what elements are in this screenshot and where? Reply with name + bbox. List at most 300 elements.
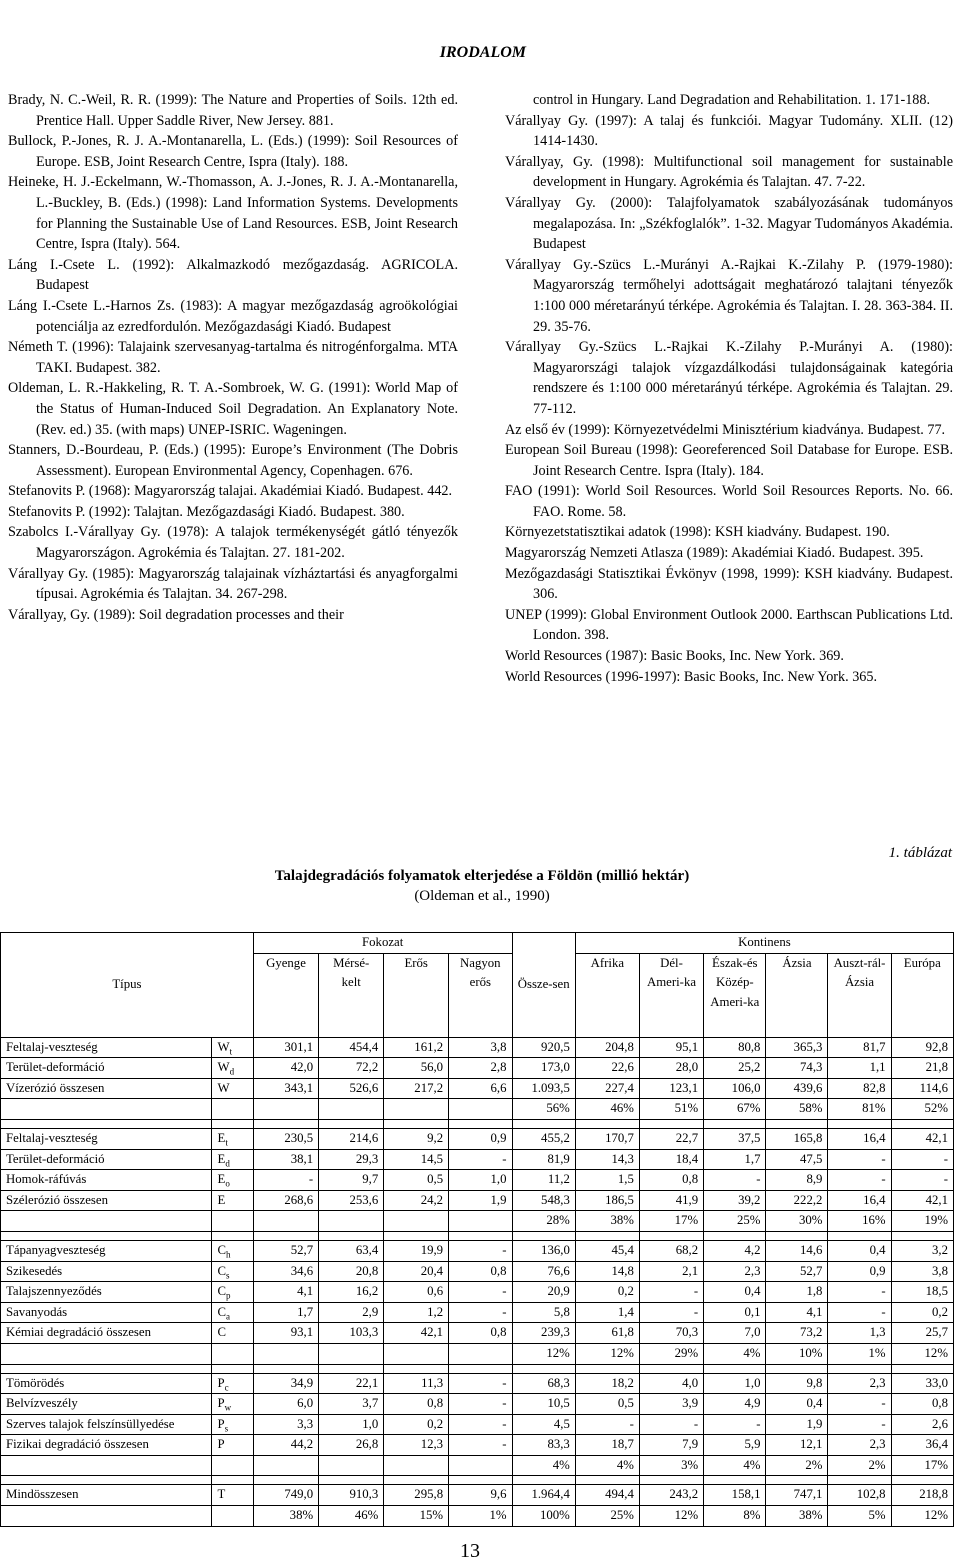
table-cell: 38%	[766, 1506, 828, 1527]
table-cell: 25,2	[704, 1058, 766, 1079]
header-afrika: Afrika	[575, 953, 639, 1037]
spacer-cell	[891, 1119, 953, 1128]
table-cell: 83,3	[512, 1435, 575, 1456]
table-cell: 0,2	[575, 1282, 639, 1303]
table-cell: 2,8	[449, 1058, 512, 1079]
table-row	[1, 1240, 954, 1261]
table-cell: 11,3	[384, 1373, 449, 1394]
table-row	[1, 1149, 954, 1170]
row-label: Szélerózió összesen	[1, 1190, 212, 1211]
header-mersekelt: Mérsé-kelt	[319, 953, 384, 1037]
table-cell: 17%	[639, 1211, 703, 1232]
spacer-cell	[704, 1231, 766, 1240]
symbol-letter: E	[217, 1151, 226, 1166]
table-row	[1, 1078, 954, 1099]
row-label	[1, 1099, 212, 1120]
table-row	[1, 1506, 954, 1527]
table-cell: 12%	[512, 1343, 575, 1364]
table-cell: 1,0	[704, 1373, 766, 1394]
table-cell: -	[704, 1170, 766, 1191]
table-cell: -	[449, 1435, 512, 1456]
table-cell: 45,4	[575, 1240, 639, 1261]
reference-text: Szabolcs I.-Várallyay Gy. (1978): A talajok termékenységét gátló tényezők Magyarországon. Agrokémia és Talajtan. 27. 181-202.	[8, 524, 458, 562]
table-cell	[449, 1455, 512, 1476]
row-label: Tömörödés	[1, 1373, 212, 1394]
group-spacer-row	[1, 1231, 954, 1240]
row-label: Vízerózió összesen	[1, 1078, 212, 1099]
table-cell: 3,8	[449, 1037, 512, 1058]
table-cell: 4,0	[639, 1373, 703, 1394]
table-cell: 29,3	[319, 1149, 384, 1170]
table-cell: 0,4	[704, 1282, 766, 1303]
table-cell: 102,8	[828, 1485, 891, 1506]
table-cell: 749,0	[253, 1485, 318, 1506]
table-row	[1, 1394, 954, 1415]
row-symbol	[212, 1373, 253, 1394]
table-cell: 253,6	[319, 1190, 384, 1211]
table-cell: 42,1	[891, 1128, 953, 1149]
table-cell: 2,9	[319, 1302, 384, 1323]
row-symbol	[212, 1343, 253, 1364]
table-cell: 81%	[828, 1099, 891, 1120]
table-cell: 0,9	[449, 1128, 512, 1149]
table-cell: 22,6	[575, 1058, 639, 1079]
table-row	[1, 1343, 954, 1364]
table-row	[1, 1211, 954, 1232]
reference-item	[8, 337, 458, 378]
table-cell: 0,2	[891, 1302, 953, 1323]
table-cell: 95,1	[639, 1037, 703, 1058]
table-cell: 14,6	[766, 1240, 828, 1261]
reference-text: Stefanovits P. (1992): Talajtan. Mezőgazdasági Kiadó. Budapest. 380.	[8, 503, 405, 520]
table-cell: 3,8	[891, 1261, 953, 1282]
table-cell: 1,7	[253, 1302, 318, 1323]
table-cell: 1,1	[828, 1058, 891, 1079]
row-symbol	[212, 1170, 253, 1191]
table-cell: 0,2	[384, 1414, 449, 1435]
table-cell: 7,0	[704, 1323, 766, 1344]
row-label: Szikesedés	[1, 1261, 212, 1282]
table-cell: 18,5	[891, 1282, 953, 1303]
table-cell: 217,2	[384, 1078, 449, 1099]
table-cell: 17%	[891, 1455, 953, 1476]
spacer-cell	[319, 1476, 384, 1485]
table-cell: 0,5	[384, 1170, 449, 1191]
symbol-letter: P	[217, 1396, 225, 1411]
table-cell: 16,2	[319, 1282, 384, 1303]
table-cell	[384, 1455, 449, 1476]
table-cell: 47,5	[766, 1149, 828, 1170]
table-cell: 38%	[575, 1211, 639, 1232]
table-cell: 173,0	[512, 1058, 575, 1079]
table-cell: 0,8	[449, 1261, 512, 1282]
table-cell: 3,9	[639, 1394, 703, 1415]
reference-item	[8, 131, 458, 172]
table-cell: 36,4	[891, 1435, 953, 1456]
reference-text: Várallyay Gy. (2000): Talajfolyamatok szabályozásának tudományos megalapozása. In: „Székfoglalók”. 1-32. Magyar Tudományos Akadémia. Budapest	[505, 194, 953, 253]
table-cell: 34,9	[253, 1373, 318, 1394]
row-label	[1, 1455, 212, 1476]
table-cell: 454,4	[319, 1037, 384, 1058]
reference-text: Az első év (1999): Környezetvédelmi Minisztérium kiadványa. Budapest. 77.	[505, 421, 946, 438]
table-row	[1, 1099, 954, 1120]
spacer-cell	[253, 1231, 318, 1240]
table-cell: 230,5	[253, 1128, 318, 1149]
table-cell: 4,5	[512, 1414, 575, 1435]
section-title: IRODALOM	[439, 44, 526, 61]
table-cell: 106,0	[704, 1078, 766, 1099]
table-cell: 1,8	[766, 1282, 828, 1303]
table-cell: 2,3	[704, 1261, 766, 1282]
reference-item	[8, 296, 458, 337]
table-cell: 4%	[704, 1343, 766, 1364]
reference-item	[505, 111, 953, 152]
row-symbol	[212, 1323, 253, 1344]
table-cell: 11,2	[512, 1170, 575, 1191]
table-cell: 6,6	[449, 1078, 512, 1099]
table-cell: 161,2	[384, 1037, 449, 1058]
table-cell: 494,4	[575, 1485, 639, 1506]
row-symbol	[212, 1058, 253, 1079]
row-symbol	[212, 1485, 253, 1506]
reference-text: World Resources (1987): Basic Books, Inc. New York. 369.	[505, 648, 844, 665]
row-symbol	[212, 1394, 253, 1415]
header-gyenge: Gyenge	[253, 953, 318, 1037]
table-cell: 68,3	[512, 1373, 575, 1394]
table-cell: 12%	[575, 1343, 639, 1364]
group-spacer-row	[1, 1364, 954, 1373]
row-symbol	[212, 1414, 253, 1435]
reference-text: control in Hungary. Land Degradation and Rehabilitation. 1. 171-188.	[533, 92, 931, 108]
spacer-cell	[891, 1231, 953, 1240]
reference-text: Stanners, D.-Bourdeau, P. (Eds.) (1995): Europe’s Environment (The Dobris Assessment). European Environmental Agency, Copenhagen. 676.	[8, 442, 458, 479]
table-row	[1, 1302, 954, 1323]
spacer-cell	[512, 1231, 575, 1240]
row-symbol	[212, 1261, 253, 1282]
table-cell: 14,8	[575, 1261, 639, 1282]
table-cell: -	[449, 1282, 512, 1303]
symbol-letter: P	[217, 1375, 225, 1390]
table-cell	[384, 1099, 449, 1120]
table-cell: 29%	[639, 1343, 703, 1364]
header-del-amerika: Dél-Ameri-ka	[639, 953, 703, 1037]
reference-text: European Soil Bureau (1998): Georeferenced Soil Database for Europe. ESB. Joint Research Centre. Ispra (Italy). 184.	[505, 442, 953, 479]
group-spacer-row	[1, 1476, 954, 1485]
table-row	[1, 1435, 954, 1456]
table-cell: 2%	[766, 1455, 828, 1476]
header-osszesen: Össze-sen	[512, 933, 575, 1038]
table-cell: 343,1	[253, 1078, 318, 1099]
table-cell: 46%	[319, 1506, 384, 1527]
table-cell: 4,1	[253, 1282, 318, 1303]
table-cell: 18,4	[639, 1149, 703, 1170]
table-row	[1, 1128, 954, 1149]
table-cell: -	[639, 1414, 703, 1435]
table-cell: 3,2	[891, 1240, 953, 1261]
table-cell: 3,3	[253, 1414, 318, 1435]
row-label: Tápanyagveszteség	[1, 1240, 212, 1261]
table-cell: 19%	[891, 1211, 953, 1232]
spacer-cell	[575, 1476, 639, 1485]
table-cell: 8,9	[766, 1170, 828, 1191]
table-cell: 222,2	[766, 1190, 828, 1211]
table-cell: 0,6	[384, 1282, 449, 1303]
table-cell: 12,1	[766, 1435, 828, 1456]
row-label: Savanyodás	[1, 1302, 212, 1323]
spacer-cell	[639, 1364, 703, 1373]
table-cell: 3,7	[319, 1394, 384, 1415]
table-cell: 165,8	[766, 1128, 828, 1149]
table-row	[1, 1170, 954, 1191]
spacer-cell	[639, 1231, 703, 1240]
reference-text: Magyarország Nemzeti Atlasza (1989): Akadémiai Kiadó. Budapest. 395.	[505, 545, 924, 562]
table-cell	[319, 1099, 384, 1120]
reference-text: Várallyay Gy.-Szücs L.-Rajkai K.-Zilahy P.-Murányi A. (1980): Magyarországi talajok vízgazdálkodási tulajdonságainak kategória rendszere és 1:100 000 méretarányú térképe. Agrokémia és Talajtan. 29. 77-112.	[505, 339, 953, 417]
reference-text: Mezőgazdasági Statisztikai Évkönyv (1998, 1999): KSH kiadvány. Budapest. 306.	[505, 565, 953, 603]
reference-continuation	[505, 90, 953, 111]
table-cell: 123,1	[639, 1078, 703, 1099]
spacer-cell	[766, 1476, 828, 1485]
symbol-subscript: p	[226, 1290, 231, 1301]
table-cell: 1,9	[449, 1190, 512, 1211]
table-cell: 20,9	[512, 1282, 575, 1303]
table-cell	[253, 1455, 318, 1476]
table-cell: 56,0	[384, 1058, 449, 1079]
row-label: Terület-deformáció	[1, 1149, 212, 1170]
table-cell: 20,8	[319, 1261, 384, 1282]
spacer-cell	[319, 1119, 384, 1128]
reference-item	[505, 481, 953, 522]
row-symbol	[212, 1240, 253, 1261]
table-subtitle: (Oldeman et al., 1990)	[414, 888, 550, 904]
table-cell: 12%	[639, 1506, 703, 1527]
spacer-cell	[212, 1119, 253, 1128]
references-right-column	[505, 90, 953, 687]
table-cell: 136,0	[512, 1240, 575, 1261]
reference-item	[8, 378, 458, 440]
table-cell: 14,5	[384, 1149, 449, 1170]
table-cell: 81,7	[828, 1037, 891, 1058]
table-cell: 747,1	[766, 1485, 828, 1506]
degradation-table	[0, 932, 954, 1527]
table-cell: -	[891, 1149, 953, 1170]
table-cell: 0,8	[384, 1394, 449, 1415]
symbol-letter: E	[217, 1192, 226, 1207]
table-cell: 25%	[704, 1211, 766, 1232]
table-cell: 21,8	[891, 1058, 953, 1079]
spacer-cell	[384, 1476, 449, 1485]
reference-item	[505, 667, 953, 688]
table-cell: -	[828, 1302, 891, 1323]
spacer-cell	[449, 1364, 512, 1373]
table-cell: 365,3	[766, 1037, 828, 1058]
reference-item	[505, 564, 953, 605]
table-cell: -	[828, 1149, 891, 1170]
table-cell: 15%	[384, 1506, 449, 1527]
table-cell: 42,1	[384, 1323, 449, 1344]
header-ausztral-azsia: Auszt-rál-Ázsia	[828, 953, 891, 1037]
symbol-subscript: d	[229, 1066, 235, 1077]
header-eros: Erős	[384, 953, 449, 1037]
table-cell: 72,2	[319, 1058, 384, 1079]
table-cell: 76,6	[512, 1261, 575, 1282]
row-symbol	[212, 1435, 253, 1456]
spacer-cell	[766, 1119, 828, 1128]
table-cell: 38%	[253, 1506, 318, 1527]
table-row	[1, 1455, 954, 1476]
reference-item	[8, 440, 458, 481]
spacer-cell	[575, 1364, 639, 1373]
spacer-cell	[1, 1476, 212, 1485]
references-left-column	[8, 90, 458, 625]
spacer-cell	[828, 1364, 891, 1373]
table-cell: 2%	[828, 1455, 891, 1476]
symbol-letter: E	[217, 1130, 226, 1145]
table-cell: 18,7	[575, 1435, 639, 1456]
table-cell: -	[828, 1414, 891, 1435]
table-cell	[449, 1343, 512, 1364]
table-cell: 26,8	[319, 1435, 384, 1456]
table-cell: 52,7	[253, 1240, 318, 1261]
symbol-letter: E	[217, 1172, 226, 1187]
table-cell: -	[828, 1282, 891, 1303]
table-cell: 42,0	[253, 1058, 318, 1079]
table-cell: 1,9	[766, 1414, 828, 1435]
table-cell: 12,3	[384, 1435, 449, 1456]
spacer-cell	[384, 1364, 449, 1373]
table-cell: -	[704, 1414, 766, 1435]
row-symbol	[212, 1149, 253, 1170]
table-row	[1, 1037, 954, 1058]
spacer-cell	[212, 1364, 253, 1373]
symbol-letter: W	[217, 1080, 230, 1095]
symbol-subscript: a	[226, 1311, 231, 1322]
reference-text: Brady, N. C.-Weil, R. R. (1999): The Nature and Properties of Soils. 12th ed. Prentice Hall. Upper Saddle River, New Jersey. 881.	[8, 92, 458, 129]
spacer-cell	[253, 1364, 318, 1373]
spacer-cell	[1, 1119, 212, 1128]
spacer-cell	[449, 1476, 512, 1485]
row-symbol	[212, 1037, 253, 1058]
reference-text: Stefanovits P. (1968): Magyarország talajai. Akadémiai Kiadó. Budapest. 442.	[8, 483, 453, 500]
reference-item	[8, 255, 458, 296]
row-symbol	[212, 1211, 253, 1232]
reference-text: Várallyay Gy. (1997): A talaj és funkciói. Magyar Tudomány. XLII. (12) 1414-1430.	[505, 112, 953, 150]
row-label: Fizikai degradáció összesen	[1, 1435, 212, 1456]
table-cell: 63,4	[319, 1240, 384, 1261]
table-cell: 4,2	[704, 1240, 766, 1261]
symbol-letter: P	[217, 1437, 225, 1452]
table-cell: 910,3	[319, 1485, 384, 1506]
reference-item	[8, 605, 458, 626]
reference-text: Bullock, P.-Jones, R. J. A.-Montanarella, L. (Eds.) (1999): Soil Resources of Europe. ESB, Joint Research Centre, Ispra (Italy). 188.	[8, 133, 458, 170]
spacer-cell	[253, 1476, 318, 1485]
table-cell: -	[449, 1240, 512, 1261]
spacer-cell	[512, 1119, 575, 1128]
table-cell: 10%	[766, 1343, 828, 1364]
symbol-subscript: s	[226, 1270, 230, 1281]
row-label: Mindösszesen	[1, 1485, 212, 1506]
table-cell: 1,2	[384, 1302, 449, 1323]
row-symbol	[212, 1099, 253, 1120]
table-cell: 46%	[575, 1099, 639, 1120]
table-cell: 5%	[828, 1506, 891, 1527]
table-number: 1. táblázat	[888, 845, 952, 861]
reference-item	[505, 337, 953, 419]
table-cell: 4,9	[704, 1394, 766, 1415]
symbol-subscript: s	[224, 1423, 229, 1434]
table-cell: 1,7	[704, 1149, 766, 1170]
table-cell: 12%	[891, 1343, 953, 1364]
spacer-cell	[891, 1476, 953, 1485]
table-cell: 268,6	[253, 1190, 318, 1211]
row-label: Terület-deformáció	[1, 1058, 212, 1079]
table-cell	[449, 1211, 512, 1232]
row-symbol	[212, 1078, 253, 1099]
row-label: Talajszennyeződés	[1, 1282, 212, 1303]
table-cell: 2,6	[891, 1414, 953, 1435]
symbol-subscript: w	[224, 1402, 232, 1413]
table-cell: 39,2	[704, 1190, 766, 1211]
row-symbol	[212, 1455, 253, 1476]
spacer-cell	[449, 1119, 512, 1128]
reference-item	[505, 522, 953, 543]
symbol-letter: C	[217, 1242, 227, 1257]
spacer-cell	[639, 1476, 703, 1485]
table-caption	[248, 866, 716, 906]
table-cell: 74,3	[766, 1058, 828, 1079]
table-cell: 1%	[828, 1343, 891, 1364]
reference-item	[505, 605, 953, 646]
reference-item	[505, 440, 953, 481]
row-label: Feltalaj-veszteség	[1, 1128, 212, 1149]
reference-text: Németh T. (1996): Talajaink szervesanyag-tartalma és nitrogénforgalma. MTA TAKI. Budapest. 382.	[8, 339, 458, 376]
table-cell: 301,1	[253, 1037, 318, 1058]
reference-text: World Resources (1996-1997): Basic Books, Inc. New York. 365.	[505, 668, 878, 685]
reference-item	[505, 543, 953, 564]
table-cell: 5,9	[704, 1435, 766, 1456]
reference-item	[8, 502, 458, 523]
table-cell: 0,5	[575, 1394, 639, 1415]
table-cell: 439,6	[766, 1078, 828, 1099]
header-type: Típus	[1, 933, 254, 1038]
table-cell: 70,3	[639, 1323, 703, 1344]
table-cell: 61,8	[575, 1323, 639, 1344]
row-symbol	[212, 1302, 253, 1323]
spacer-cell	[319, 1364, 384, 1373]
table-cell: -	[253, 1170, 318, 1191]
table-cell: 18,2	[575, 1373, 639, 1394]
reference-item	[505, 152, 953, 193]
spacer-cell	[319, 1231, 384, 1240]
table-cell: 81,9	[512, 1149, 575, 1170]
row-label: Homok-ráfúvás	[1, 1170, 212, 1191]
table-cell: -	[449, 1394, 512, 1415]
table-cell: 227,4	[575, 1078, 639, 1099]
reference-text: Láng I.-Csete L.-Harnos Zs. (1983): A magyar mezőgazdaság agroökológiai potenciálja az ezredfordulón. Mezőgazdasági Kiadó. Budapest	[8, 297, 458, 335]
header-eszak-kozep-amerika: Észak-és Közép-Ameri-ka	[704, 953, 766, 1037]
table-cell: 9,7	[319, 1170, 384, 1191]
table-cell: 8%	[704, 1506, 766, 1527]
table-cell: 14,3	[575, 1149, 639, 1170]
table-cell: 24,2	[384, 1190, 449, 1211]
table-cell	[319, 1455, 384, 1476]
table-cell: 9,6	[449, 1485, 512, 1506]
reference-item	[8, 172, 458, 254]
table-cell	[253, 1211, 318, 1232]
table-cell: 1%	[449, 1506, 512, 1527]
table-cell: 3%	[639, 1455, 703, 1476]
table-row	[1, 1485, 954, 1506]
